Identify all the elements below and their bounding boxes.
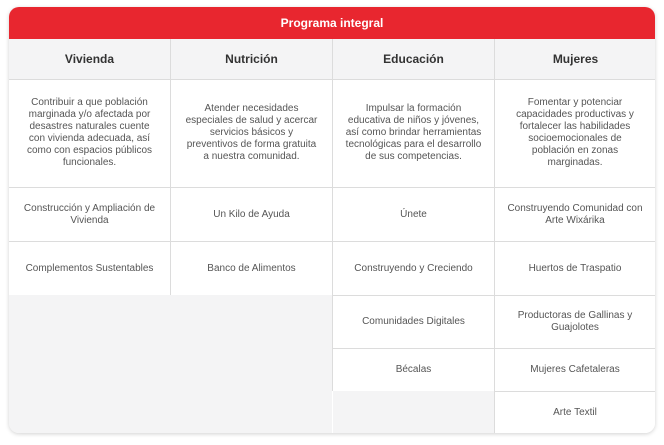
- row-divider: [333, 348, 655, 349]
- table-title: Programa integral: [9, 7, 655, 39]
- description-nutricion: Atender necesidades especiales de salud y acercar servicios básicos y preventivos de forma gratuita a nuestra comunidad.: [171, 79, 332, 187]
- program-item: Comunidades Digitales: [333, 296, 494, 348]
- program-item: Arte Textil: [495, 392, 655, 433]
- program-item: Productoras de Gallinas y Guajolotes: [495, 296, 655, 348]
- description-mujeres: Fomentar y potenciar capacidades productivas y fortalecer las habilidades socioemocionales de población en zonas marginadas.: [495, 79, 655, 187]
- column-header-vivienda: Vivienda: [64, 52, 115, 66]
- program-item: Un Kilo de Ayuda: [171, 188, 332, 241]
- program-item: Banco de Alimentos: [171, 242, 332, 295]
- program-item: Bécalas: [333, 349, 494, 391]
- description-vivienda: Contribuir a que población marginada y/o afectada por desastres naturales cuente con vivienda adecuada, así como con espacios públicos funcionales.: [9, 79, 170, 187]
- description-educacion: Impulsar la formación educativa de niños y jóvenes, así como brindar herramientas tecnológicas para el desarrollo de sus competencias.: [333, 79, 494, 187]
- column-divider: [494, 39, 495, 433]
- column-divider: [170, 39, 171, 295]
- empty-area: [9, 295, 332, 433]
- program-item: Complementos Sustentables: [9, 242, 170, 295]
- row-divider: [9, 187, 655, 188]
- program-item: Construcción y Ampliación de Vivienda: [9, 188, 170, 241]
- program-table-card: [9, 7, 655, 433]
- row-divider: [9, 241, 655, 242]
- program-item: Construyendo Comunidad con Arte Wixárika: [495, 188, 655, 241]
- column-header-nutricion: Nutrición: [225, 52, 278, 66]
- program-item: Construyendo y Creciendo: [333, 242, 494, 295]
- empty-area: [333, 391, 494, 433]
- column-divider: [332, 39, 333, 391]
- program-item: Huertos de Traspatio: [495, 242, 655, 295]
- row-divider: [495, 391, 655, 392]
- program-item: Únete: [333, 188, 494, 241]
- program-item: Mujeres Cafetaleras: [495, 349, 655, 391]
- row-divider: [9, 79, 655, 80]
- column-header-mujeres: Mujeres: [552, 52, 599, 66]
- column-header-educacion: Educación: [383, 52, 444, 66]
- row-divider: [333, 295, 655, 296]
